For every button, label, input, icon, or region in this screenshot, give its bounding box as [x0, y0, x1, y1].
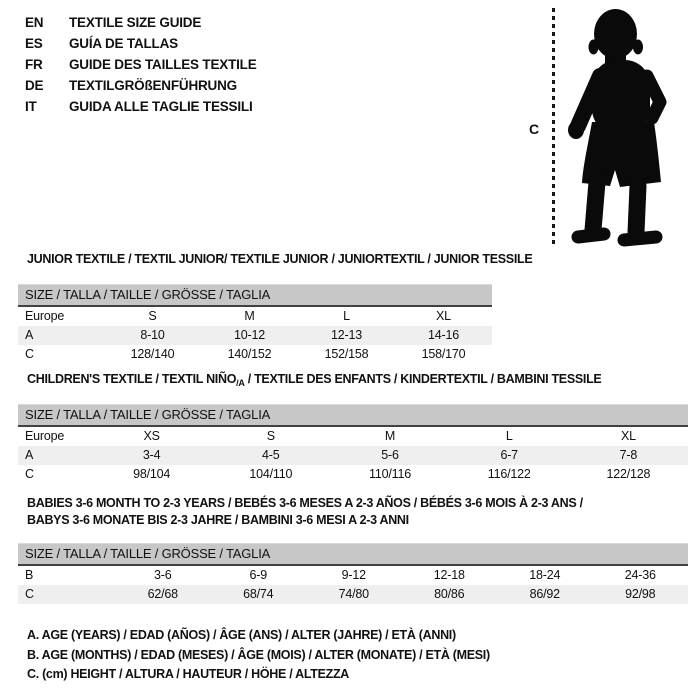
title-segment: / TEXTILE DES ENFANTS / KINDERTEXTIL / BAMBINI TESSILE	[244, 372, 602, 386]
title-segment: JUNIOR TEXTILE / TEXTIL JUNIOR/ TEXTILE JUNIOR / JUNIORTEXTIL / JUNIOR TESSILE	[27, 252, 533, 266]
table-row	[18, 427, 688, 446]
title-segment: BABIES 3-6 MONTH TO 2-3 YEARS / BEBÉS 3-6 MESES A 2-3 AÑOS / BÉBÉS 3-6 MOIS À 2-3 ANS /	[27, 496, 583, 510]
table-cell: 6-7	[500, 448, 518, 462]
table-cell: 24-36	[624, 568, 656, 582]
table-row	[18, 566, 688, 585]
table-cell: L	[505, 429, 513, 443]
subscript-text: /A	[236, 377, 245, 388]
section-title-line	[27, 512, 583, 529]
table-cell: 110/116	[369, 467, 411, 481]
row-label: Europe	[25, 429, 65, 443]
language-title: GUIDE DES TAILLES TEXTILE	[69, 57, 257, 72]
title-segment: CHILDREN'S TEXTILE / TEXTIL NIÑO	[27, 372, 237, 386]
table-cell: 74/80	[338, 587, 369, 601]
height-measure-dashed-line-icon	[552, 8, 555, 248]
section-title-junior	[27, 251, 532, 268]
title-segment: BABYS 3-6 MONATE BIS 2-3 JAHRE / BAMBINI 3-6 MESI A 2-3 ANNI	[27, 513, 409, 527]
table-cell: 18-24	[529, 568, 561, 582]
table-cell: L	[343, 309, 350, 323]
table-size-header: SIZE / TALLA / TAILLE / GRÖSSE / TAGLIA	[18, 543, 688, 566]
section-title-children	[27, 371, 601, 389]
table-cell: 116/122	[487, 467, 531, 481]
legend-note-line: A. AGE (YEARS) / EDAD (AÑOS) / ÂGE (ANS) / ALTER (JAHRE) / ETÀ (ANNI)	[27, 628, 456, 642]
table-cell: 9-12	[341, 568, 366, 582]
table-cell: 6-9	[249, 568, 267, 582]
table-cell: 62/68	[147, 587, 178, 601]
language-title-list	[25, 12, 257, 117]
baby-silhouette-icon	[562, 4, 668, 247]
table-cell: S	[266, 429, 275, 443]
table-cell: 158/170	[421, 347, 466, 361]
table-row	[18, 465, 688, 484]
table-cell: M	[244, 309, 255, 323]
legend-note-line: C. (cm) HEIGHT / ALTURA / HAUTEUR / HÖHE / ALTEZZA	[27, 667, 350, 681]
row-label: C	[25, 587, 34, 601]
language-code: ES	[25, 36, 43, 51]
table-cell: 14-16	[428, 328, 459, 342]
size-table-children	[18, 404, 688, 484]
language-row	[25, 96, 257, 117]
row-label: Europe	[25, 309, 65, 323]
section-title-line	[27, 495, 583, 512]
section-title-line	[27, 371, 601, 389]
table-cell: 140/152	[227, 347, 272, 361]
table-row	[18, 585, 688, 604]
language-code: IT	[25, 99, 37, 114]
table-cell: 86/92	[529, 587, 560, 601]
table-row	[18, 345, 492, 364]
table-cell: XL	[436, 309, 451, 323]
language-row	[25, 33, 257, 54]
table-cell: 152/158	[324, 347, 369, 361]
section-title-babies	[27, 495, 583, 529]
table-cell: 98/104	[133, 467, 171, 481]
table-row	[18, 326, 492, 345]
language-code: DE	[25, 78, 44, 93]
table-cell: 10-12	[234, 328, 265, 342]
table-cell: 68/74	[243, 587, 274, 601]
table-size-header: SIZE / TALLA / TAILLE / GRÖSSE / TAGLIA	[18, 404, 688, 427]
table-cell: 128/140	[130, 347, 175, 361]
table-cell: 7-8	[619, 448, 638, 462]
row-label: A	[25, 448, 34, 462]
language-title: GUÍA DE TALLAS	[69, 36, 178, 51]
table-size-header: SIZE / TALLA / TAILLE / GRÖSSE / TAGLIA	[18, 284, 492, 307]
table-cell: 4-5	[262, 448, 280, 462]
row-label: B	[25, 568, 34, 582]
language-code: EN	[25, 15, 44, 30]
language-title: TEXTILGRÖßENFÜHRUNG	[69, 78, 237, 93]
language-title: TEXTILE SIZE GUIDE	[69, 15, 202, 30]
language-row	[25, 12, 257, 33]
section-title-line	[27, 251, 532, 268]
table-cell: M	[384, 429, 396, 443]
language-row	[25, 75, 257, 96]
legend-notes	[27, 626, 490, 685]
size-table-babies	[18, 543, 688, 604]
table-cell: XL	[620, 429, 636, 443]
table-cell: 8-10	[140, 328, 165, 342]
height-measure-label: C	[529, 121, 540, 137]
language-code: FR	[25, 57, 43, 72]
table-row	[18, 307, 492, 326]
table-cell: 12-13	[331, 328, 362, 342]
table-cell: 5-6	[381, 448, 399, 462]
table-cell: 104/110	[249, 467, 293, 481]
row-label: A	[25, 328, 34, 342]
language-row	[25, 54, 257, 75]
table-cell: S	[148, 309, 157, 323]
table-cell: 80/86	[434, 587, 465, 601]
table-row	[18, 446, 688, 465]
table-cell: 12-18	[433, 568, 465, 582]
language-title: GUIDA ALLE TAGLIE TESSILI	[69, 99, 253, 114]
size-table-junior	[18, 284, 492, 364]
table-cell: 3-4	[142, 448, 161, 462]
table-cell: 3-6	[154, 568, 172, 582]
row-label: C	[25, 347, 34, 361]
table-cell: 92/98	[625, 587, 656, 601]
table-cell: 122/128	[606, 467, 651, 481]
table-cell: XS	[143, 429, 160, 443]
legend-note-line: B. AGE (MONTHS) / EDAD (MESES) / ÂGE (MOIS) / ALTER (MONATE) / ETÀ (MESI)	[27, 647, 490, 662]
row-label: C	[25, 467, 34, 481]
